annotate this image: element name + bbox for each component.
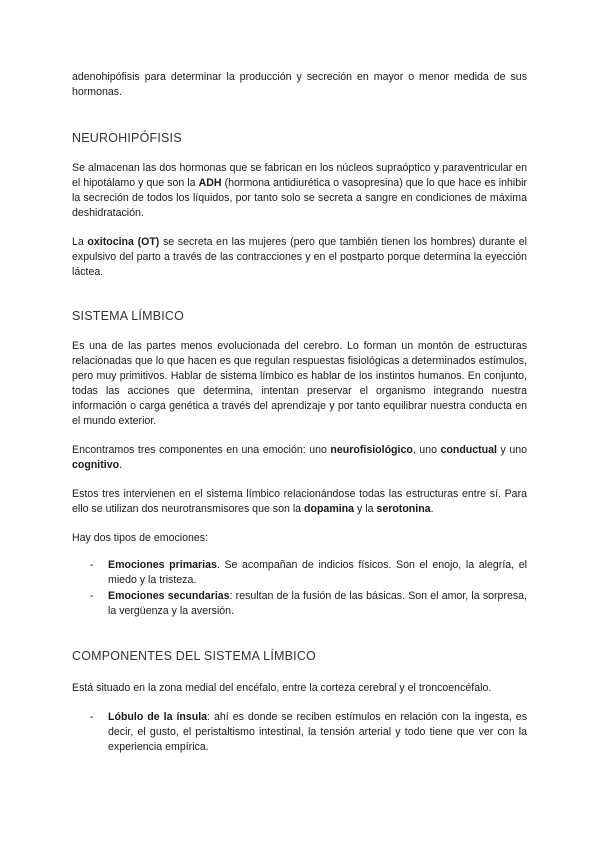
- paragraph-oxitocina: La oxitocina (OT) se secreta en las mujeres (pero que también tienen los hombres) durante el expulsivo del parto a través de las contracciones y en el postparto porque determina la eyección láctea.: [72, 236, 527, 278]
- list-item: - Emociones primarias. Se acompañan de indicios físicos. Son el enojo, la alegría, el miedo y la tristeza.: [90, 559, 527, 586]
- paragraph-tipos-emociones: Hay dos tipos de emociones:: [72, 532, 209, 544]
- heading-sistema-limbico: SISTEMA LÍMBICO: [72, 309, 185, 323]
- paragraph-adh: Se almacenan las dos hormonas que se fabrican en los núcleos supraóptico y paraventricular en el hipotálamo y que son la ADH (hormona antidiurética o vasopresina) que lo que hace es inhibir la secreción de todos los líquidos, por tanto solo se secreta a sangre en condiciones de máxima deshidratación.: [72, 162, 527, 219]
- paragraph-situacion: Está situado en la zona medial del encéfalo, entre la corteza cerebral y el troncoencéfalo.: [72, 682, 492, 694]
- heading-neurohipofisis: NEUROHIPÓFISIS: [72, 131, 182, 145]
- heading-componentes-sistema-limbico: COMPONENTES DEL SISTEMA LÍMBICO: [72, 649, 316, 663]
- list-dash: -: [90, 711, 94, 723]
- paragraph-neurotransmisores: Estos tres intervienen en el sistema límbico relacionándose todas las estructuras entre sí. Para ello se utilizan dos neurotransmisores que son la dopamina y la serotonina.: [72, 488, 527, 515]
- list-item: - Emociones secundarias: resultan de la fusión de las básicas. Son el amor, la sorpresa, la vergüenza y la aversión.: [90, 590, 527, 617]
- list-dash: -: [90, 559, 94, 571]
- paragraph-componentes-emocion: Encontramos tres componentes en una emoción: uno neurofisiológico, uno conductual y uno cognitivo.: [72, 444, 528, 471]
- paragraph-adenohipofisis: adenohipófisis para determinar la producción y secreción en mayor o menor medida de sus hormonas.: [72, 71, 527, 98]
- list-dash: -: [90, 590, 94, 602]
- list-item: - Lóbulo de la ínsula: ahí es donde se reciben estímulos en relación con la ingesta, es decir, el gusto, el peristaltismo intestinal, la tensión arterial y todo tiene que ver con la experiencia empírica.: [90, 711, 527, 753]
- paragraph-sistema-limbico-intro: Es una de las partes menos evolucionada del cerebro. Lo forman un montón de estructuras relacionadas que lo que hacen es que regulan respuestas fisiológicas a determinados estímulos, pero muy primitivos. Hablar de sistema límbico es hablar de los instintos humanos. En conjunto, todas las acciones que determina, intentan preservar el organismo integrando nuestra información o carga genética a través del aprendizaje y por tanto equilibrar nuestra conducta en el mundo exterior.: [72, 340, 527, 427]
